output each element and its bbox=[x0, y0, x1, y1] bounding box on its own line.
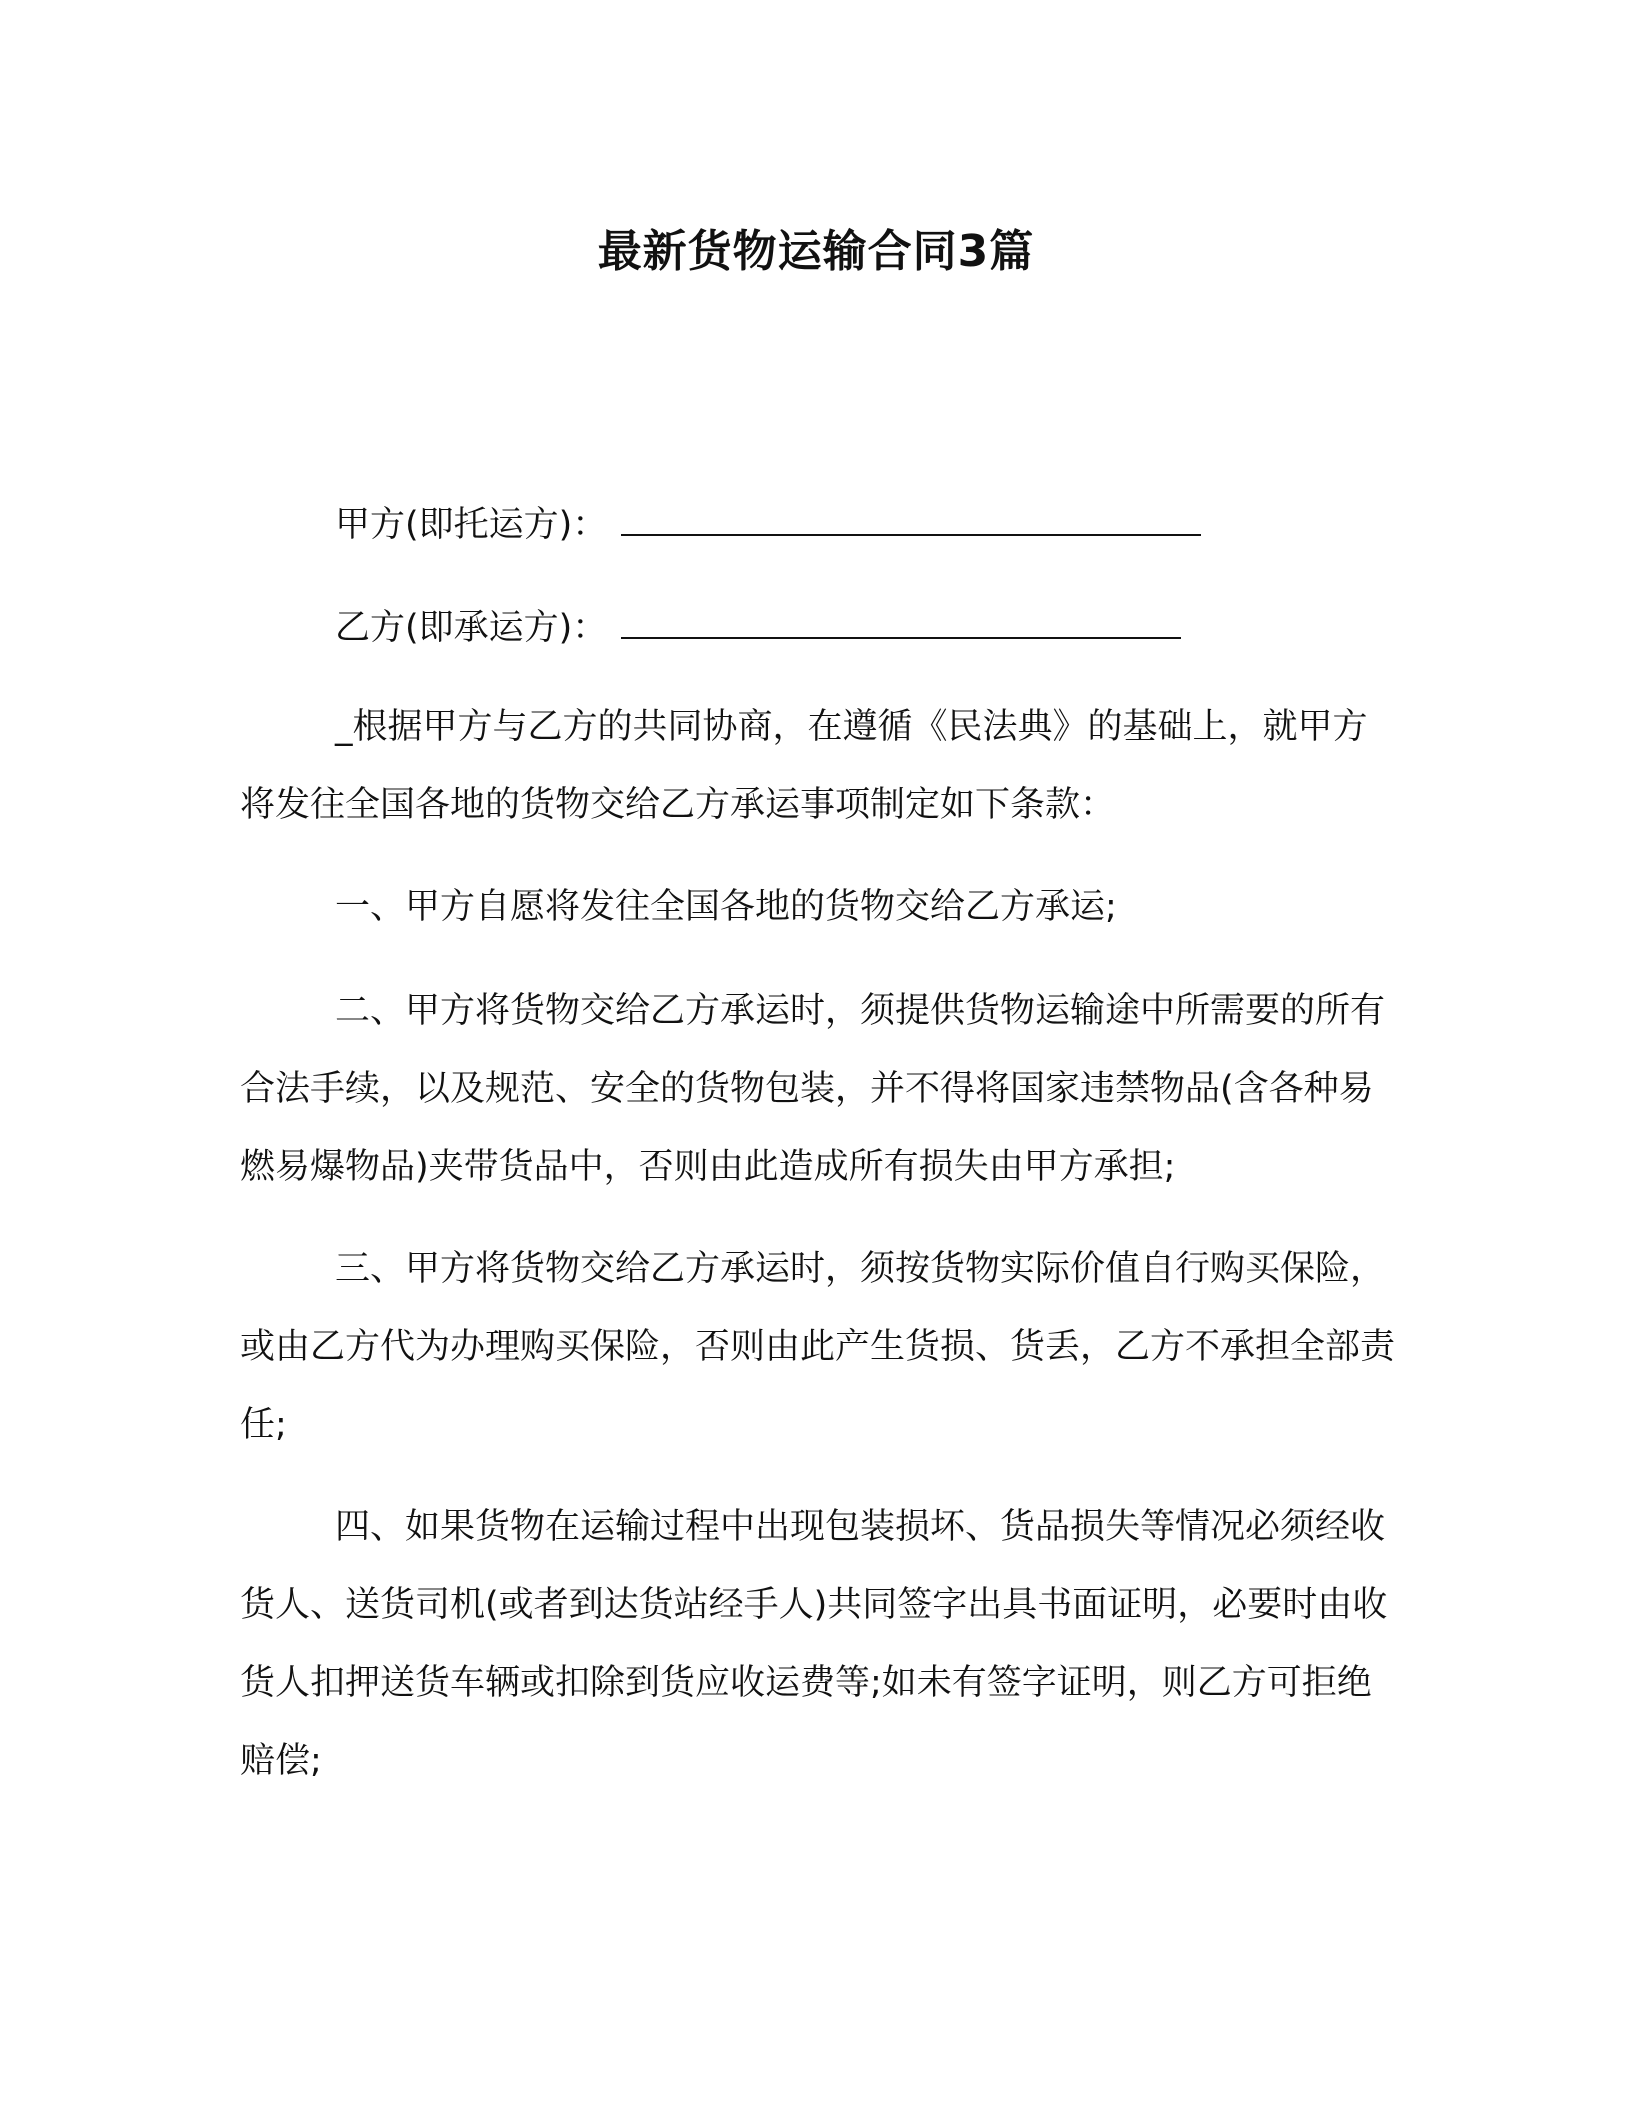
clause-4: 四、如果货物在运输过程中出现包装损坏、货品损失等情况必须经收货人、送货司机(或者到达货站经手人)共同签字出具书面证明，必要时由收货人扣押送货车辆或扣除到货应收运费等;如未有签字证明，则乙方可拒绝赔偿; bbox=[240, 1507, 1388, 1781]
document-title: 最新货物运输合同3篇 bbox=[597, 226, 1035, 277]
party-b-label: 乙方(即承运方)： bbox=[335, 608, 608, 648]
party-a-blank[interactable] bbox=[621, 496, 1201, 536]
clause-2: 二、甲方将货物交给乙方承运时，须提供货物运输途中所需要的所有合法手续，以及规范、安全的货物包装，并不得将国家违禁物品(含各种易燃易爆物品)夹带货品中，否则由此造成所有损失由甲方承担; bbox=[240, 991, 1386, 1187]
party-b-blank[interactable] bbox=[621, 599, 1181, 639]
party-a-label: 甲方(即托运方)： bbox=[335, 505, 608, 545]
clause-3: 三、甲方将货物交给乙方承运时，须按货物实际价值自行购买保险，或由乙方代为办理购买保险，否则由此产生货损、货丢，乙方不承担全部责任; bbox=[240, 1249, 1396, 1445]
intro-paragraph: _根据甲方与乙方的共同协商，在遵循《民法典》的基础上，就甲方将发往全国各地的货物交给乙方承运事项制定如下条款： bbox=[240, 707, 1368, 825]
clause-1: 一、甲方自愿将发往全国各地的货物交给乙方承运; bbox=[335, 887, 1117, 927]
party-b-line bbox=[335, 598, 1181, 658]
party-a-line bbox=[335, 495, 1201, 555]
